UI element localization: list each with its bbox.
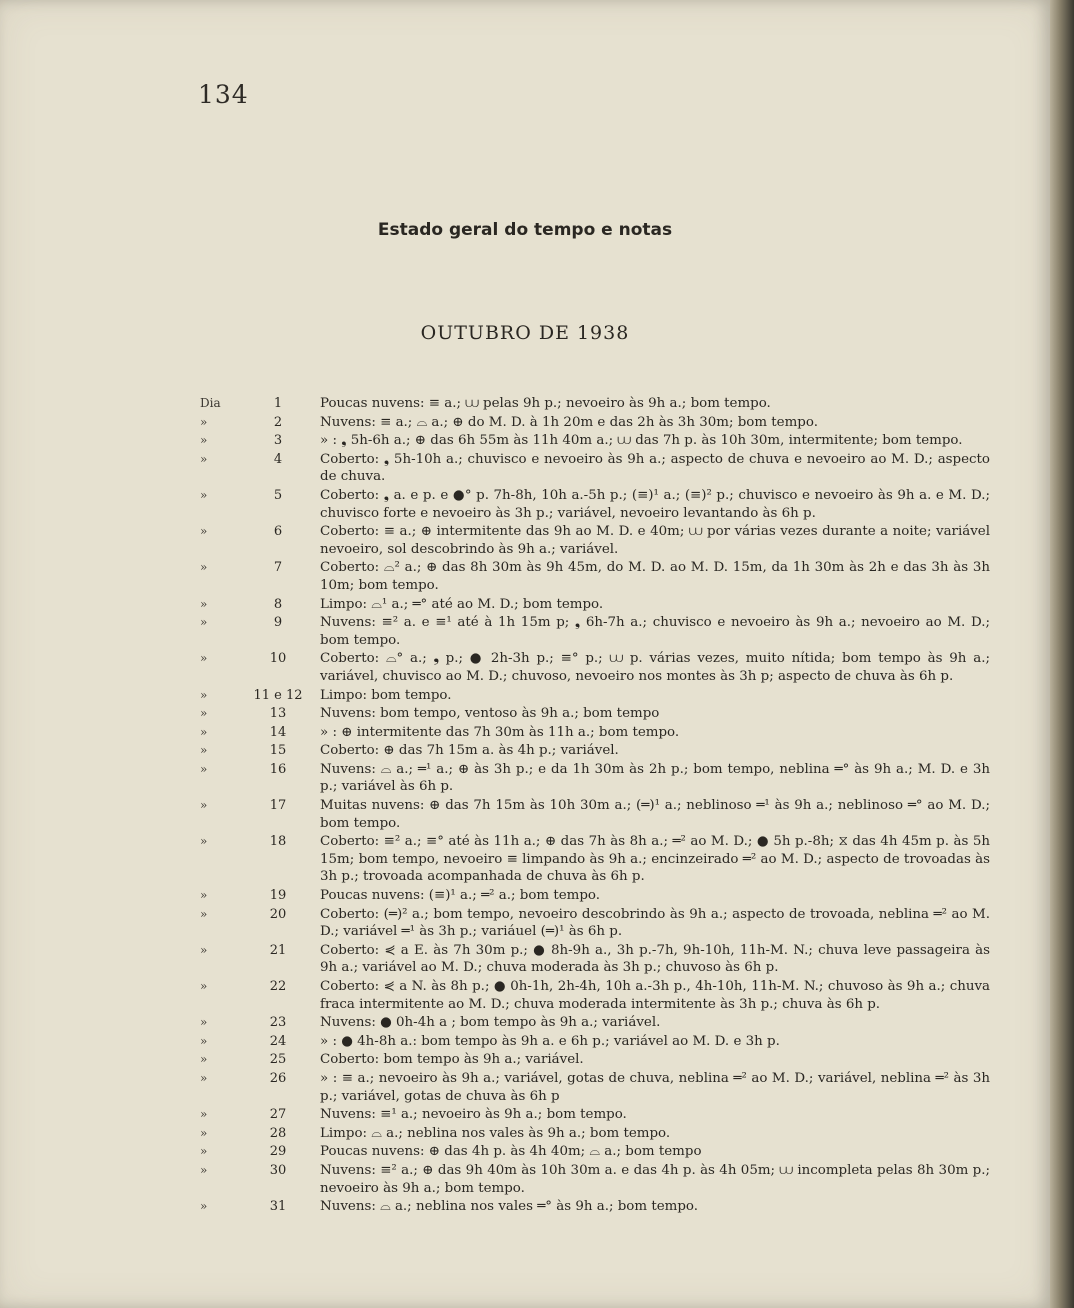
day-entry (200, 887, 990, 905)
day-label: » (200, 761, 208, 776)
day-entry (200, 487, 990, 522)
day-notes: Coberto: ⌓° a.; ❟ p.; ● 2h-3h p.; ≡° p.; ⩊ p. várias vezes, muito nítida; bom tempo às 9h a.; variável, chuvisco ao M. D.; chuvoso, nevoeiro nos montes às 3h p; aspecto de chuva às 6h p. (320, 651, 990, 684)
day-entry (200, 1162, 990, 1197)
day-entry (200, 596, 990, 614)
day-label: » (200, 979, 208, 993)
day-number: 13 (269, 706, 287, 722)
day-number: 1 (273, 396, 283, 411)
day-entry (200, 1051, 990, 1069)
day-label: » (200, 1144, 208, 1159)
day-number: 29 (269, 1144, 287, 1160)
day-number: 3 (273, 433, 283, 449)
day-notes: Coberto: (═)² a.; bom tempo, nevoeiro descobrindo às 9h a.; aspecto de trovoada, neblina ═² ao M. D.; variável ═¹ às 3h p.; variáuel (═)¹ às 6h p. (320, 906, 990, 940)
day-notes: Nuvens: ≡¹ a.; nevoeiro às 9h a.; bom tempo. (320, 1107, 627, 1123)
book-spine (1050, 0, 1074, 1308)
day-label: Dia (200, 396, 221, 410)
day-number: 24 (269, 1033, 287, 1049)
page-number: 134 (198, 80, 249, 109)
day-notes: Limpo: bom tempo. (320, 687, 452, 703)
day-notes: Poucas nuvens: (≡)¹ a.; ═² a.; bom tempo. (320, 888, 601, 904)
day-label: » (200, 615, 208, 630)
day-number: 11 e 12 (253, 687, 303, 703)
day-entry (200, 942, 990, 977)
day-entry (200, 451, 990, 486)
day-notes: Limpo: ⌓¹ a.; ═° até ao M. D.; bom tempo. (320, 596, 604, 612)
day-number: 31 (269, 1199, 287, 1215)
day-notes: Nuvens: ≡² a. e ≡¹ até à 1h 15m p; ❟ 6h-7h a.; chuvisco e nevoeiro às 9h a.; nevoeiro ao M. D.; bom tempo. (320, 615, 990, 648)
section-heading: Estado geral do tempo e notas (377, 220, 673, 240)
day-number: 22 (269, 979, 287, 994)
day-notes: » : ● 4h-8h a.: bom tempo às 9h a. e 6h p.; variável ao M. D. e 3h p. (320, 1033, 780, 1049)
day-notes: Coberto: ≡ a.; ⊕ intermitente das 9h ao M. D. e 40m; ⩊ por várias vezes durante a noite; variável nevoeiro, sol descobrindo às 9h a.; variável. (320, 524, 990, 557)
day-notes: Nuvens: ⌓ a.; ═¹ a.; ⊕ às 3h p.; e da 1h 30m às 2h p.; bom tempo, neblina ═° às 9h a.; M. D. e 3h p.; variável às 6h p. (320, 761, 990, 795)
day-notes: Coberto: ≡² a.; ≡° até às 11h a.; ⊕ das 7h às 8h a.; ═² ao M. D.; ● 5h p.-8h; ⧖ das 4h 45m p. às 5h 15m; bom tempo, nevoeiro ≡ limpando às 9h a.; encinzeirado ═² ao M. D.; aspecto de trovoadas às 3h p.; trovoada acompanhada de chuva às 6h p. (320, 834, 990, 885)
day-notes: Poucas nuvens: ⊕ das 4h p. às 4h 40m; ⌓ a.; bom tempo (320, 1144, 702, 1160)
day-entry (200, 432, 990, 450)
day-entry (200, 705, 990, 723)
day-label: » (200, 524, 208, 539)
day-notes: Coberto: ⋞ a N. às 8h p.; ● 0h-1h, 2h-4h, 10h a.-3h p., 4h-10h, 11h-M. N.; chuvoso às 9h a.; chuva fraca intermitente ao M. D.; chuva moderada intermitente às 3h p.; chuva às 6h p. (320, 979, 990, 1012)
day-notes: Nuvens: bom tempo, ventoso às 9h a.; bom tempo (320, 706, 660, 722)
day-notes: » : ≡ a.; nevoeiro às 9h a.; variável, gotas de chuva, neblina ═² ao M. D.; variável, neblina ═² às 3h p.; variável, gotas de chuva às 6h p (320, 1070, 990, 1104)
day-notes: Limpo: ⌓ a.; neblina nos vales às 9h a.; bom tempo. (320, 1125, 671, 1141)
day-number: 14 (269, 724, 287, 740)
day-notes: Coberto: ⋞ a E. às 7h 30m p.; ● 8h-9h a., 3h p.-7h, 9h-10h, 11h-M. N.; chuva leve passageira às 9h a.; variável ao M. D.; chuva moderada às 3h p.; chuvoso às 6h p. (320, 942, 990, 976)
day-number: 21 (269, 942, 287, 958)
day-number: 18 (269, 834, 287, 850)
day-label: » (200, 414, 208, 429)
day-number: 19 (269, 888, 287, 904)
day-notes: Nuvens: ● 0h-4h a ; bom tempo às 9h a.; variável. (320, 1015, 661, 1031)
day-label: » (200, 743, 208, 758)
day-label: » (200, 906, 208, 921)
day-entry (200, 1014, 990, 1032)
day-notes: Coberto: ⊕ das 7h 15m a. às 4h p.; variável. (320, 743, 619, 759)
day-number: 15 (269, 743, 287, 759)
daily-entries-list (200, 395, 990, 1217)
day-entry (200, 1198, 990, 1216)
day-number: 5 (273, 487, 283, 503)
day-entry (200, 1125, 990, 1143)
day-label: » (200, 1162, 208, 1177)
day-entry (200, 1033, 990, 1051)
day-number: 8 (273, 596, 283, 612)
day-number: 7 (273, 560, 283, 576)
day-label: » (200, 724, 208, 739)
day-entry (200, 742, 990, 760)
day-label: » (200, 1033, 208, 1048)
day-number: 30 (269, 1162, 287, 1178)
day-number: 9 (273, 615, 283, 631)
day-label: » (200, 451, 208, 466)
day-label: » (200, 1015, 208, 1030)
day-label: » (200, 942, 208, 957)
day-entry (200, 559, 990, 594)
day-notes: Nuvens: ≡² a.; ⊕ das 9h 40m às 10h 30m a. e das 4h p. às 4h 05m; ⩊ incompleta pelas 8h 30m p.; nevoeiro às 9h a.; bom tempo. (320, 1162, 990, 1196)
day-notes: » : ⊕ intermitente das 7h 30m às 11h a.; bom tempo. (320, 724, 680, 740)
day-label: » (200, 888, 208, 903)
day-entry (200, 414, 990, 432)
day-number: 10 (269, 651, 287, 667)
day-label: » (200, 1199, 208, 1214)
day-label: » (200, 1052, 208, 1067)
day-number: 16 (269, 761, 287, 777)
day-number: 26 (269, 1070, 287, 1086)
day-number: 17 (269, 798, 287, 814)
day-number: 20 (269, 906, 287, 922)
day-notes: Coberto: ❟ 5h-10h a.; chuvisco e nevoeiro às 9h a.; aspecto de chuva e nevoeiro ao M. D.; aspecto de chuva. (320, 451, 990, 485)
day-notes: Coberto: bom tempo às 9h a.; variável. (320, 1052, 584, 1068)
day-entry (200, 1106, 990, 1124)
day-label: » (200, 687, 208, 702)
day-entry (200, 523, 990, 558)
day-label: » (200, 651, 208, 666)
day-entry (200, 906, 990, 941)
day-notes: Nuvens: ≡ a.; ⌓ a.; ⊕ do M. D. à 1h 20m e das 2h às 3h 30m; bom tempo. (320, 414, 818, 430)
day-notes: Muitas nuvens: ⊕ das 7h 15m às 10h 30m a.; (═)¹ a.; neblinoso ═¹ às 9h a.; neblinoso ═° ao M. D.; bom tempo. (320, 798, 990, 831)
day-entry (200, 797, 990, 832)
day-label: » (200, 1070, 208, 1085)
day-label: » (200, 433, 208, 448)
day-entry (200, 724, 990, 742)
day-entry (200, 1070, 990, 1105)
day-number: 2 (273, 414, 283, 430)
day-entry (200, 687, 990, 705)
day-notes: Nuvens: ⌓ a.; neblina nos vales ═° às 9h a.; bom tempo. (320, 1199, 698, 1215)
day-number: 23 (269, 1015, 287, 1031)
day-entry (200, 978, 990, 1013)
day-notes: » : ❟ 5h-6h a.; ⊕ das 6h 55m às 11h 40m a.; ⩊ das 7h p. às 10h 30m, intermitente; bom tempo. (320, 433, 963, 449)
day-entry (200, 650, 990, 685)
day-number: 4 (273, 451, 283, 467)
month-title: OUTUBRO DE 1938 (420, 322, 630, 344)
day-number: 28 (269, 1125, 287, 1141)
day-number: 6 (273, 524, 283, 540)
day-notes: Coberto: ❟ a. e p. e ●° p. 7h-8h, 10h a.-5h p.; (≡)¹ a.; (≡)² p.; chuvisco e nevoeiro às 9h a. e M. D.; chuvisco forte e nevoeiro às 3h p.; variável, nevoeiro levantando às 6h p. (320, 487, 990, 521)
day-entry (200, 1143, 990, 1161)
day-entry (200, 395, 990, 413)
day-notes: Coberto: ⌓² a.; ⊕ das 8h 30m às 9h 45m, do M. D. ao M. D. 15m, da 1h 30m às 2h e das 3h às 3h 10m; bom tempo. (320, 560, 990, 593)
day-entry (200, 833, 990, 886)
day-entry (200, 614, 990, 649)
day-label: » (200, 560, 208, 575)
day-number: 25 (269, 1052, 287, 1068)
day-label: » (200, 1125, 208, 1140)
day-label: » (200, 1107, 208, 1122)
day-label: » (200, 834, 208, 849)
day-number: 27 (269, 1107, 287, 1123)
day-label: » (200, 487, 208, 502)
day-label: » (200, 596, 208, 611)
day-label: » (200, 706, 208, 721)
day-notes: Poucas nuvens: ≡ a.; ⩊ pelas 9h p.; nevoeiro às 9h a.; bom tempo. (320, 396, 771, 411)
day-entry (200, 761, 990, 796)
day-label: » (200, 798, 208, 813)
